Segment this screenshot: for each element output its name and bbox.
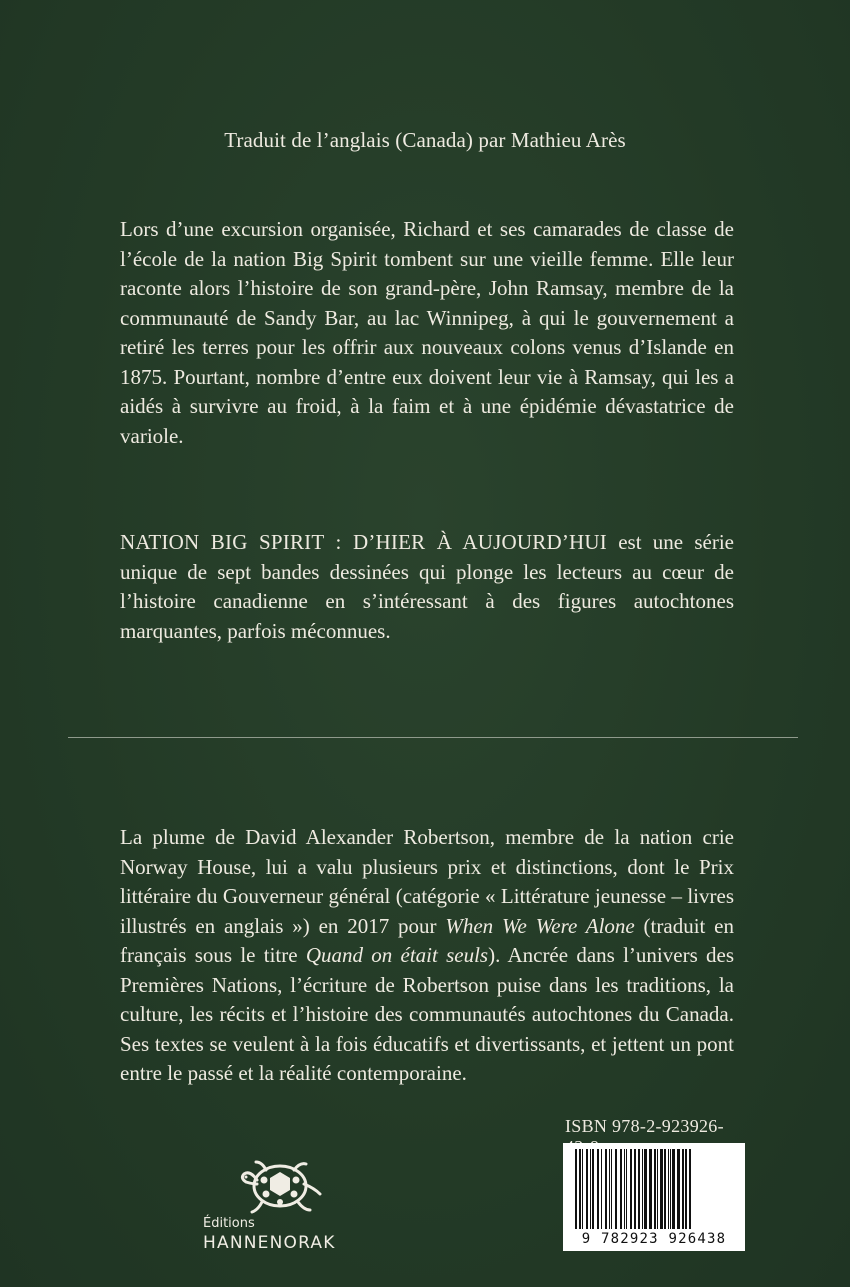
series-name: NATION BIG SPIRIT : D’HIER À AUJOURD’HUI [120, 530, 607, 554]
barcode-bar [605, 1149, 607, 1229]
bio-text-1: La plume de David Alexander Robertson, membre de la nation crie Norway House, lui a valu plusieurs prix et distinctions, dont le Prix littéraire du Gouverneur général (catégorie « Littérature jeunesse – livres illustrés en anglais ») en 2017 pour [120, 825, 734, 938]
barcode-bars [563, 1143, 745, 1233]
barcode-bar [660, 1149, 663, 1229]
summary-paragraph: Lors d’une excursion organisée, Richard et ses camarades de classe de l’école de la nation Big Spirit tombent sur une vieille femme. Elle leur raconte alors l’histoire de son grand-père, John Ramsay, membre de la communauté de Sandy Bar, au lac Winnipeg, à qui le gouvernement a retiré les terres pour les offrir aux nouveaux colons venus d’Islande en 1875. Pourtant, nombre d’entre eux doivent leur vie à Ramsay, qui les a aidés à survivre au froid, à la faim et à une épidémie dévastatrice de variole. [120, 217, 734, 448]
barcode-bar [630, 1149, 632, 1229]
barcode-bar [685, 1149, 687, 1229]
barcode-bar [638, 1149, 640, 1229]
barcode-bar [682, 1149, 684, 1229]
barcode-bar [670, 1149, 671, 1229]
barcode-bar [597, 1149, 599, 1229]
barcode-bar [575, 1149, 577, 1229]
bio-title-french: Quand on était seuls [305, 943, 489, 967]
barcode-bar [590, 1149, 591, 1229]
barcode-bar [601, 1149, 602, 1229]
barcode-bar [615, 1149, 617, 1229]
isbn-label: ISBN 978-2-923926- [565, 1116, 724, 1136]
barcode-digits: 9 782923 926438 [581, 1231, 727, 1247]
bio-text-3: ). Ancrée dans l’univers des Premières Nations, l’écriture de Robertson puise dans les traditions, la culture, les récits et l’histoire des communautés autochtones du Canada. Ses textes se veulent à la fois éducatifs et divertissants, et jettent un pont entre le passé et la réalité contemporaine. [120, 943, 734, 1085]
barcode-bar [657, 1149, 658, 1229]
barcode-bar [649, 1149, 652, 1229]
barcode-bar [611, 1149, 612, 1229]
barcode-bar [579, 1149, 581, 1229]
barcode-bar [689, 1149, 691, 1229]
barcode-bar [644, 1149, 647, 1229]
barcode-bar [672, 1149, 675, 1229]
barcode-bar [634, 1149, 636, 1229]
series-description: est une série unique de sept bandes dessinées qui plonge les lecteurs au cœur de l’histoire canadienne en s’intéressant à des figures autochtones marquantes, parfois méconnues. [120, 530, 734, 643]
barcode-bar [582, 1149, 583, 1229]
author-bio-paragraph [120, 823, 734, 1089]
publisher-prefix: Éditions [203, 1216, 255, 1231]
barcode-bar [620, 1149, 622, 1229]
barcode-bar [586, 1149, 588, 1229]
barcode-bar [609, 1149, 610, 1229]
section-divider [68, 737, 798, 738]
barcode-bar [677, 1149, 680, 1229]
bio-title-english: When We Were Alone [445, 913, 635, 938]
barcode-bar [624, 1149, 625, 1229]
barcode-bar [642, 1149, 643, 1229]
barcode-bar [664, 1149, 666, 1229]
publisher-name: HANNENORAK [203, 1233, 336, 1253]
translator-credit: Traduit de l’anglais (Canada) par Mathieu Arès [224, 128, 626, 152]
barcode-bar [668, 1149, 669, 1229]
barcode-bar [592, 1149, 594, 1229]
bio-text-2: (traduit en français sous le titre [120, 913, 735, 967]
barcode [563, 1143, 745, 1251]
barcode-bar [626, 1149, 627, 1229]
series-paragraph [120, 528, 734, 646]
barcode-bar [654, 1149, 656, 1229]
